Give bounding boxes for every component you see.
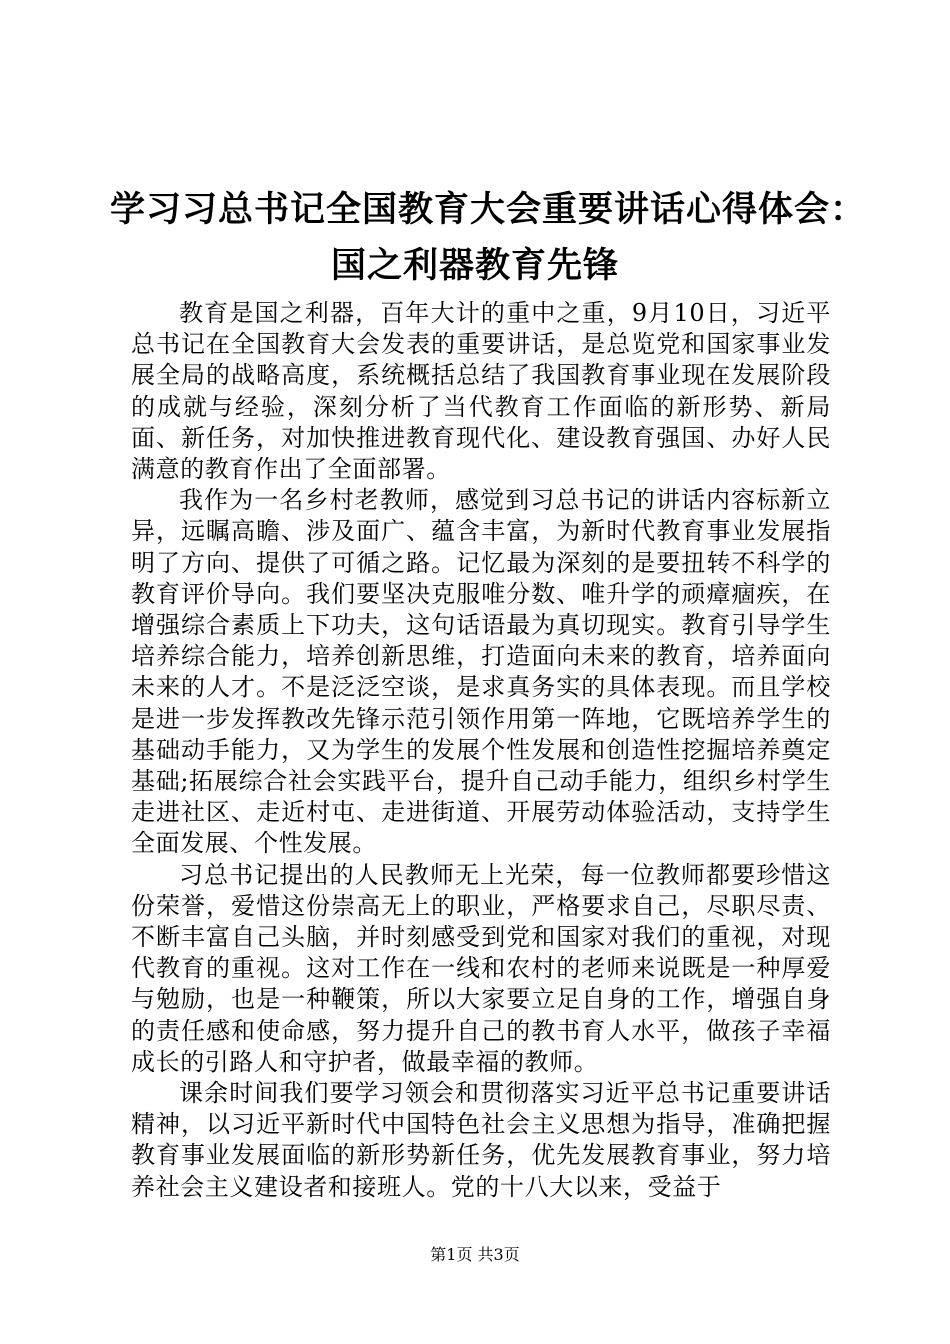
document-body [131,298,831,1203]
document-title-line-1: 学习习总书记全国教育大会重要讲话心得体会： [110,189,867,230]
paragraph-1: 教育是国之利器，百年大计的重中之重，9月10日，习近平总书记在全国教育大会发表的重要讲话，是总览党和国家事业发展全局的战略高度，系统概括总结了我国教育事业现在发展阶段的成就与经验，深刻分析了当代教育工作面临的新形势、新局面、新任务，对加快推进教育现代化、建设教育强国、办好人民满意的教育作出了全面部署。 [131,299,831,484]
document-title-line-2: 国之利器教育先锋 [330,245,619,286]
page-number-footer: 第1页 共3页 [430,1245,520,1264]
paragraph-2: 我作为一名乡村老教师，感觉到习总书记的讲话内容标新立异，远瞩高瞻、涉及面广、蕴含丰富，为新时代教育事业发展指明了方向、提供了可循之路。记忆最为深刻的是要扭转不科学的教育评价导向。我们要坚决克服唯分数、唯升学的顽瘴痼疾，在增强综合素质上下功夫，这句话语最为真切现实。教育引导学生培养综合能力，培养创新思维，打造面向未来的教育，培养面向未来的人才。不是泛泛空谈，是求真务实的具体表现。而且学校是进一步发挥教改先锋示范引领作用第一阵地，它既培养学生的基础动手能力，又为学生的发展个性发展和创造性挖掘培养奠定基础;拓展综合社会实践平台，提升自己动手能力，组织乡村学生走进社区、走近村屯、走进街道、开展劳动体验活动，支持学生全面发展、个性发展。 [131,486,831,858]
paragraph-4: 课余时间我们要学习领会和贯彻落实习近平总书记重要讲话精神，以习近平新时代中国特色社会主义思想为指导，准确把握教育事业发展面临的新形势新任务，优先发展教育事业，努力培养社会主义建设者和接班人。党的十八大以来，受益于 [131,1079,831,1201]
paragraph-3: 习总书记提出的人民教师无上光荣，每一位教师都要珍惜这份荣誉，爱惜这份崇高无上的职业，严格要求自己，尽职尽责、不断丰富自己头脑，并时刻感受到党和国家对我们的重视，对现代教育的重视。这对工作在一线和农村的老师来说既是一种厚爱与勉励，也是一种鞭策，所以大家要立足自身的工作，增强自身的责任感和使命感，努力提升自己的教书育人水平，做孩子幸福成长的引路人和守护者，做最幸福的教师。 [131,860,831,1076]
